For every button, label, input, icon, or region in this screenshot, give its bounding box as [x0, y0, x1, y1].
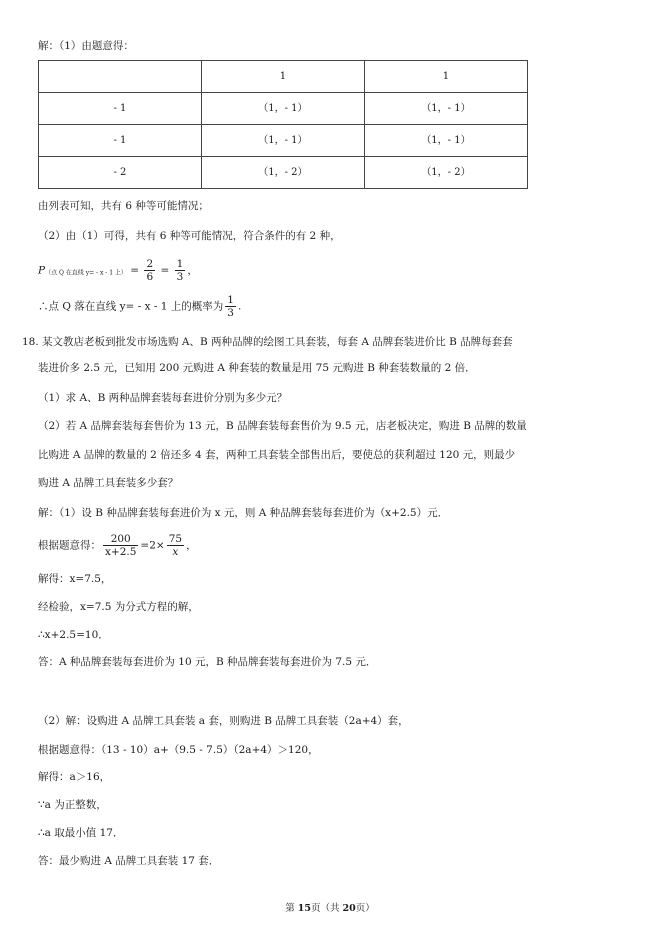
table-cell: （1，- 1）: [364, 125, 527, 157]
solution-18-answer1: 答：A 种品牌套装每套进价为 10 元，B 种品牌套装每套进价为 7.5 元．: [38, 656, 377, 668]
table-cell: - 1: [39, 125, 202, 157]
solution-18-part2-integer: ∵a 为正整数，: [38, 799, 107, 811]
total-pages: 20: [342, 903, 356, 914]
equals-sign: =: [160, 264, 170, 277]
solution-18-part2-result: 解得：a＞16，: [38, 771, 111, 783]
footer-middle: 页（共: [310, 903, 343, 914]
page-footer: [0, 903, 660, 915]
numerator: 1: [227, 294, 234, 306]
solution-18-part2-setup: （2）解：设购进 A 品牌工具套装 a 套，则购进 B 品牌工具套装（2a+4）套，: [38, 715, 409, 727]
table-row: [39, 157, 528, 189]
equation-middle: =2×: [140, 539, 165, 552]
footer-prefix: 第: [285, 903, 298, 914]
denominator: 3: [176, 271, 184, 284]
solution-18-step4: ∴x+2.5=10．: [38, 629, 109, 641]
fraction: [103, 533, 138, 558]
solution-18-step3: 经检验，x=7.5 为分式方程的解，: [38, 601, 199, 613]
numerator: 2: [146, 258, 154, 270]
solution-18-part2-inequality: 根据题意得：（13 - 10）a+（9.5 - 7.5）（2a+4）＞120，: [38, 744, 319, 756]
solution-18-part2-min: ∴a 取最小值 17．: [38, 827, 124, 839]
probability-equation: [38, 258, 198, 283]
fraction: [175, 258, 186, 283]
table-cell: （1，- 2）: [364, 157, 527, 189]
numerator: 75: [168, 533, 183, 545]
table-cell: - 2: [39, 157, 202, 189]
question-18-part2-line3: 购进 A 品牌工具套装多少套？: [38, 477, 179, 489]
prob-symbol: P: [38, 264, 46, 277]
numerator: 1: [176, 258, 184, 270]
part2-text: （2）由（1）可得，共有 6 种等可能情况，符合条件的有 2 种，: [38, 230, 341, 242]
question-18-part1: （1）求 A、B 两种品牌套装每套进价分别为多少元？: [38, 392, 288, 404]
table-row: [39, 125, 528, 157]
equation-lead: 根据题意得：: [38, 539, 101, 552]
fraction: [225, 294, 236, 319]
table-cell: [39, 61, 202, 93]
outcome-table: [38, 60, 528, 189]
table-cell: （1，- 1）: [201, 93, 364, 125]
denominator: x+2.5: [105, 546, 137, 559]
footer-suffix: 页）: [355, 903, 375, 914]
table-row: [39, 93, 528, 125]
question-18-line2: 装进价多 2.5 元，已知用 200 元购进 A 种套装的数量是用 75 元购进 B 种套装数量的 2 倍．: [38, 362, 476, 374]
numerator: 200: [103, 533, 138, 546]
comma: ，: [186, 539, 197, 552]
table-cell: 1: [364, 61, 527, 93]
period: .: [237, 300, 242, 313]
solution-18-part2-answer: 答：最少购进 A 品牌工具套装 17 套．: [38, 855, 220, 867]
fraction: [144, 258, 155, 283]
question-18-part2-line1: （2）若 A 品牌套装每套售价为 13 元，B 品牌套装每套售价为 9.5 元，店老板决定，购进 B 品牌的数量: [38, 420, 527, 432]
current-page-number: 15: [297, 903, 311, 914]
question-18-part2-line2: 比购进 A 品牌的数量的 2 倍还多 4 套，两种工具套装全部售出后，要使总的获利超过 120 元，则最少: [38, 449, 516, 461]
fraction: [167, 533, 184, 558]
denominator: x: [172, 546, 179, 559]
equals-sign: =: [130, 264, 140, 277]
table-cell: - 1: [39, 93, 202, 125]
table-cell: （1，- 2）: [201, 157, 364, 189]
table-cell: 1: [201, 61, 364, 93]
prob-subscript: （点 Q 在直线 y= - x - 1 上）: [45, 269, 127, 277]
comma: ，: [187, 264, 198, 277]
table-summary: 由列表可知，共有 6 种等可能情况；: [38, 200, 209, 212]
table-header-row: [39, 61, 528, 93]
question-18-line1: 18. 某文教店老板到批发市场选购 A、B 两种品牌的绘图工具套装，每套 A 品牌套装进价比 B 品牌每套套: [22, 336, 513, 348]
solution-intro: 解：（1）由题意得：: [38, 40, 134, 52]
denominator: 6: [146, 271, 154, 284]
conclusion-text: ∴点 Q 落在直线 y= - x - 1 上的概率为: [38, 300, 224, 313]
solution-18-step2: 解得：x=7.5，: [38, 573, 112, 585]
denominator: 3: [227, 307, 234, 320]
table-cell: （1，- 1）: [201, 125, 364, 157]
table-cell: （1，- 1）: [364, 93, 527, 125]
solution-18-step1: 解：（1）设 B 种品牌套装每套进价为 x 元，则 A 种品牌套装每套进价为（x+2.5）元．: [38, 507, 449, 519]
probability-conclusion: [38, 294, 241, 319]
solution-18-equation: [38, 533, 197, 558]
